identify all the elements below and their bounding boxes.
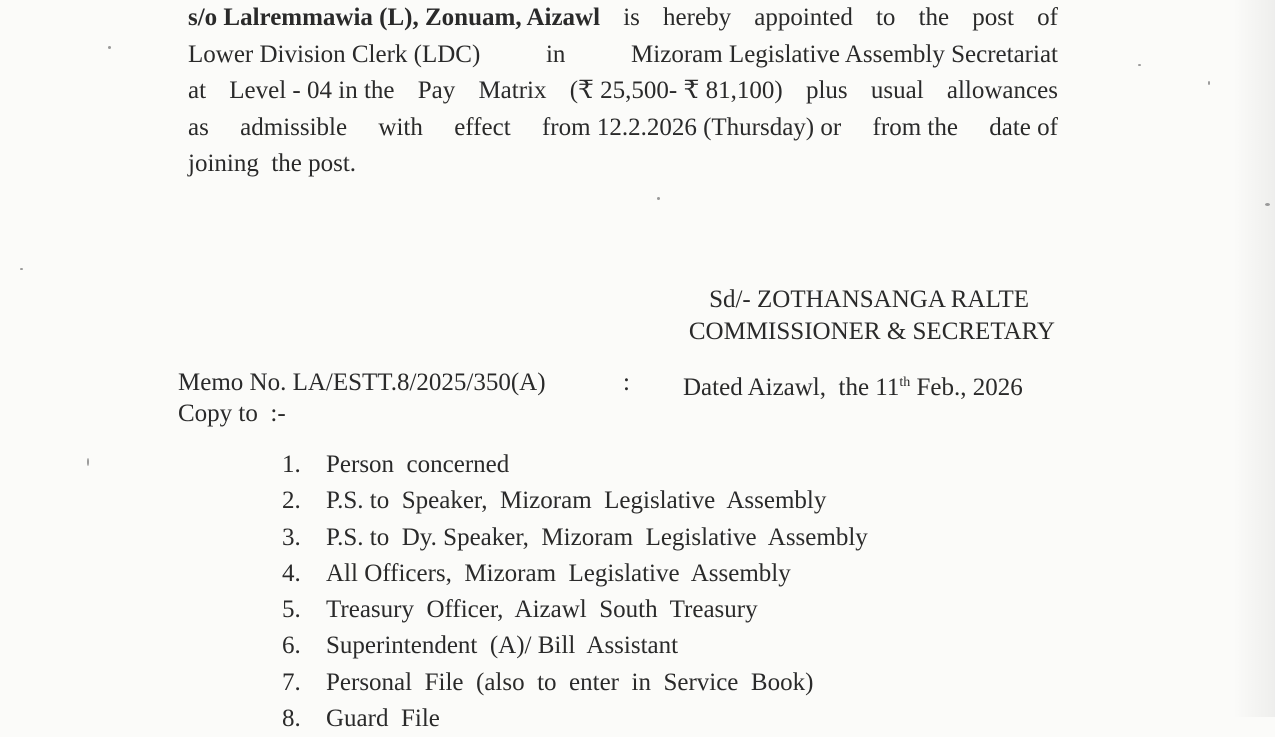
scan-speck xyxy=(20,268,23,270)
page-edge-shadow xyxy=(1233,0,1275,717)
list-item: 4. All Officers, Mizoram Legislative Assembly xyxy=(282,559,791,587)
copy-to-label: Copy to :- xyxy=(178,400,286,427)
list-item: 7. Personal File (also to enter in Service Book) xyxy=(282,668,814,696)
list-item: 6. Superintendent (A)/ Bill Assistant xyxy=(282,632,679,660)
list-item: 1. Person concerned xyxy=(282,451,510,478)
signatory-name: Sd/- ZOTHANSANGA RALTE xyxy=(709,286,1029,313)
copy-list xyxy=(282,447,868,737)
memo-date: Dated Aizawl, the 11th Feb., 2026 xyxy=(683,374,1023,401)
list-item: 2. P.S. to Speaker, Mizoram Legislative Assembly xyxy=(282,487,827,515)
scan-speck xyxy=(1208,81,1210,85)
scan-speck xyxy=(108,46,111,49)
signatory-designation: COMMISSIONER & SECRETARY xyxy=(688,317,1055,345)
list-item: 3. P.S. to Dy. Speaker, Mizoram Legislative Assembly xyxy=(282,523,868,551)
paragraph-line: at Level - 04 in the Pay Matrix (₹ 25,500- ₹ 81,100) plus usual allowances xyxy=(188,77,1058,104)
scan-speck xyxy=(1138,64,1141,66)
paragraph-line: s/o Lalremmawia (L), Zonuam, Aizawl is hereby appointed to the post of xyxy=(188,0,1058,37)
appointee-name: s/o Lalremmawia (L), Zonuam, Aizawl xyxy=(188,4,601,31)
scan-speck xyxy=(657,197,660,200)
scan-speck xyxy=(87,458,89,466)
paragraph-line: as admissible with effect from 12.2.2026 (Thursday) or from the date of xyxy=(188,113,1058,141)
paragraph-line: Lower Division Clerk (LDC) in Mizoram Legislative Assembly Secretariat xyxy=(188,40,1058,68)
memo-separator: : xyxy=(623,369,630,396)
list-item: 5. Treasury Officer, Aizawl South Treasury xyxy=(282,596,758,624)
list-item: 8. Guard File xyxy=(282,705,440,733)
memo-number: Memo No. LA/ESTT.8/2025/350(A) xyxy=(178,369,546,396)
paragraph-line: joining the post. xyxy=(188,150,357,177)
signature-block xyxy=(600,284,1055,347)
appointment-paragraph xyxy=(188,0,1058,183)
scan-speck xyxy=(1265,203,1270,206)
